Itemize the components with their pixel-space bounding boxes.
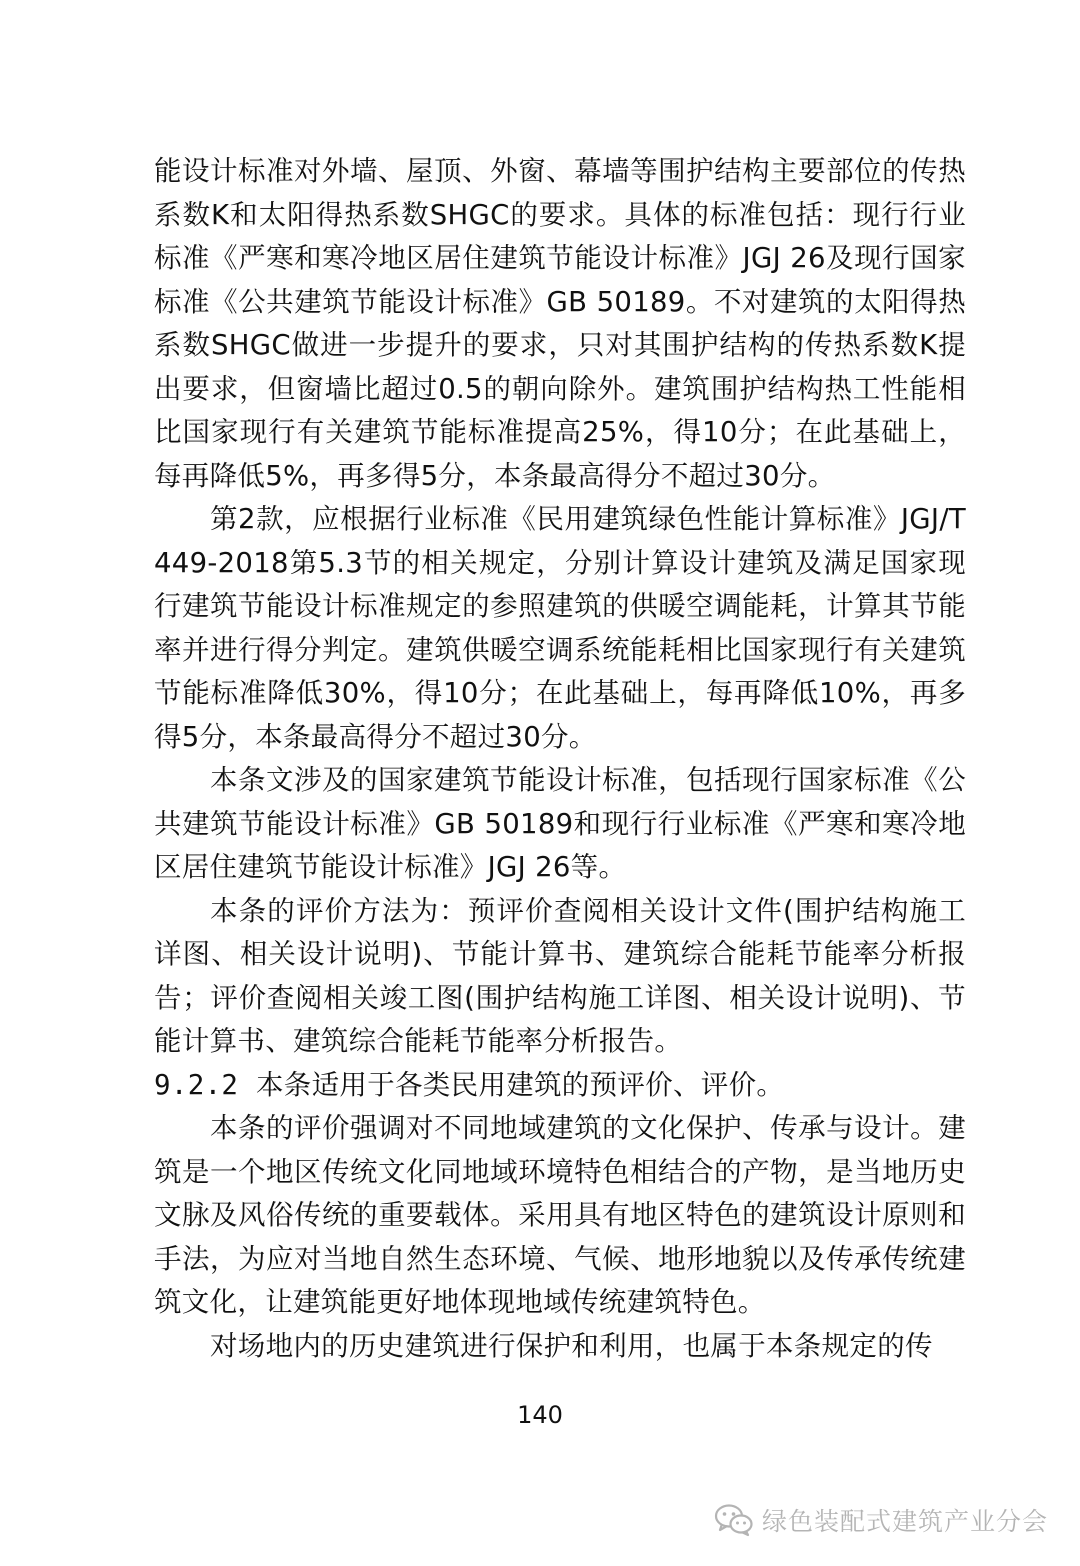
paragraph-3: 本条文涉及的国家建筑节能设计标准，包括现行国家标准《公共建筑节能设计标准》GB 50189和现行行业标准《严寒和寒冷地区居住建筑节能设计标准》JGJ 26等。 [154,764,966,883]
clause-number: 9.2.2 [154,1068,239,1101]
document-body [154,150,966,1368]
wechat-icon [714,1503,754,1537]
clause-text: 本条适用于各类民用建筑的预评价、评价。 [256,1068,785,1101]
paragraph-1: 能设计标准对外墙、屋顶、外窗、幕墙等围护结构主要部位的传热系数K和太阳得热系数SHGC的要求。具体的标准包括：现行行业标准《严寒和寒冷地区居住建筑节能设计标准》JGJ 26及现行国家标准《公共建筑节能设计标准》GB 50189。不对建筑的太阳得热系数SHGC做进一步提升的要求，只对其围护结构的传热系数K提出要求，但窗墙比超过0.5的朝向除外。建筑围护结构热工性能相比国家现行有关建筑节能标准提高25%，得10分；在此基础上，每再降低5%，再多得5分，本条最高得分不超过30分。 [154,155,966,492]
paragraph-2: 第2款，应根据行业标准《民用建筑绿色性能计算标准》JGJ/T 449-2018第5.3节的相关规定，分别计算设计建筑及满足国家现行建筑节能设计标准规定的参照建筑的供暖空调能耗，计算其节能率并进行得分判定。建筑供暖空调系统能耗相比国家现行有关建筑节能标准降低30%，得10分；在此基础上，每再降低10%，再多得5分，本条最高得分不超过30分。 [154,503,966,753]
paragraph-4: 本条的评价方法为：预评价查阅相关设计文件(围护结构施工详图、相关设计说明)、节能计算书、建筑综合能耗节能率分析报告；评价查阅相关竣工图(围护结构施工详图、相关设计说明)、节能计算书、建筑综合能耗节能率分析报告。 [154,894,966,1057]
watermark-text: 绿色装配式建筑产业分会 [761,1507,1048,1536]
paragraph-6: 对场地内的历史建筑进行保护和利用，也属于本条规定的传 [210,1329,933,1362]
watermark [714,1498,1048,1542]
paragraph-5: 本条的评价强调对不同地域建筑的文化保护、传承与设计。建筑是一个地区传统文化同地域环境特色相结合的产物，是当地历史文脉及风俗传统的重要载体。采用具有地区特色的建筑设计原则和手法，为应对当地自然生态环境、气候、地形地貌以及传承传统建筑文化，让建筑能更好地体现地域传统建筑特色。 [154,1112,966,1318]
page-number: 140 [517,1401,563,1429]
clause-9-2-2 [154,1064,966,1108]
